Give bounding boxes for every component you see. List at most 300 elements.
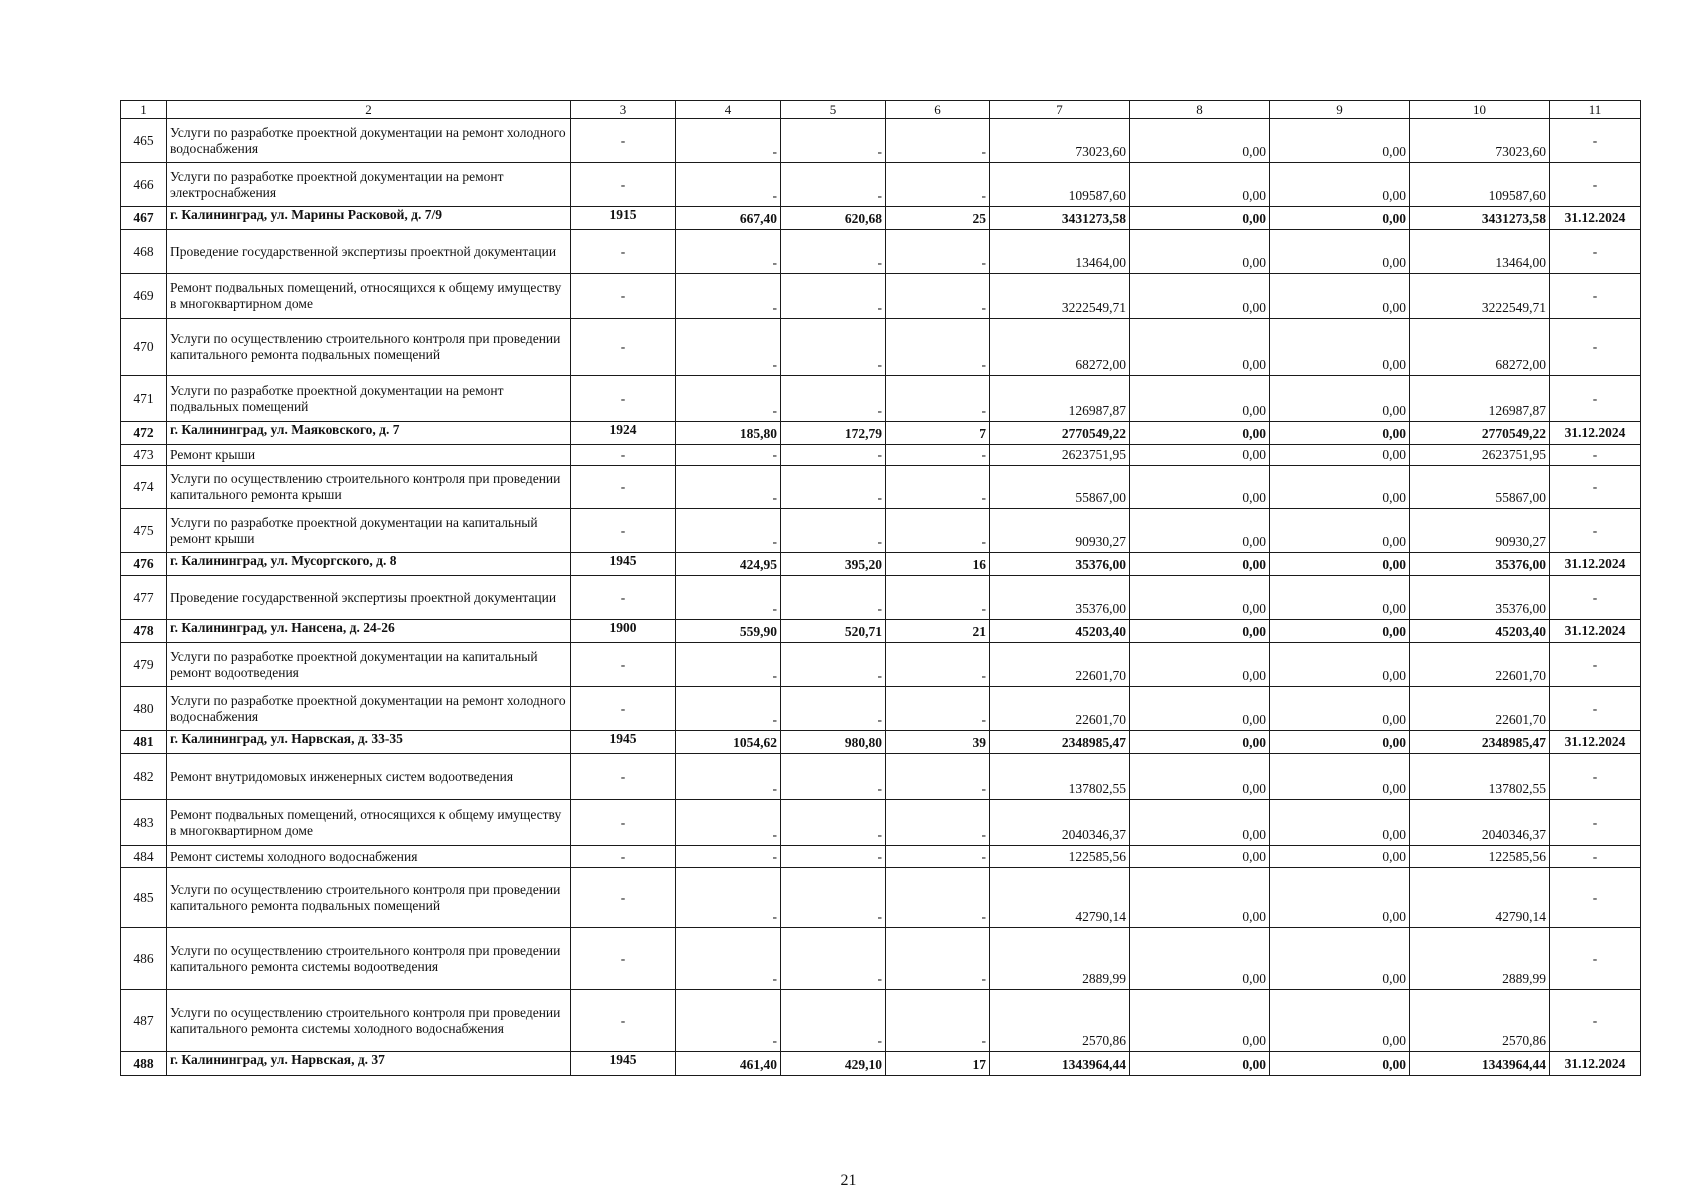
cell-living-area: - <box>781 928 886 990</box>
cell-cost-fund: 0,00 <box>1130 466 1270 509</box>
cell-year: - <box>571 846 676 868</box>
cell-cost-other: 2348985,47 <box>1410 731 1550 754</box>
cell-row-number: 480 <box>121 687 167 731</box>
cell-row-number: 482 <box>121 754 167 800</box>
cell-total-cost: 2040346,37 <box>990 800 1130 846</box>
cell-cost-other: 3431273,58 <box>1410 207 1550 230</box>
cell-total-cost: 3222549,71 <box>990 274 1130 319</box>
cell-living-area: - <box>781 445 886 466</box>
cell-living-area: - <box>781 466 886 509</box>
cell-completion-date: - <box>1550 445 1641 466</box>
cell-row-number: 469 <box>121 274 167 319</box>
work-item-row <box>121 800 1641 846</box>
cell-completion-date: - <box>1550 687 1641 731</box>
cell-completion-date: - <box>1550 846 1641 868</box>
cell-cost-other: 35376,00 <box>1410 553 1550 576</box>
cell-year: 1915 <box>571 207 676 230</box>
cell-description: Проведение государственной экспертизы проектной документации <box>167 576 571 620</box>
cell-description: Ремонт крыши <box>167 445 571 466</box>
cell-cost-other: 137802,55 <box>1410 754 1550 800</box>
cell-year: - <box>571 928 676 990</box>
cell-total-area: 559,90 <box>676 620 781 643</box>
cell-living-area: - <box>781 800 886 846</box>
cell-residents: - <box>886 509 990 553</box>
cell-description: Услуги по осуществлению строительного контроля при проведении капитального ремонта подвальных помещений <box>167 868 571 928</box>
cell-cost-other: 22601,70 <box>1410 643 1550 687</box>
cell-cost-fund: 0,00 <box>1130 207 1270 230</box>
cell-living-area: - <box>781 868 886 928</box>
cell-year: 1945 <box>571 553 676 576</box>
work-item-row <box>121 643 1641 687</box>
building-row <box>121 620 1641 643</box>
work-item-row <box>121 846 1641 868</box>
cell-cost-other: 2040346,37 <box>1410 800 1550 846</box>
cell-description: г. Калининград, ул. Нарвская, д. 37 <box>167 1052 571 1076</box>
cell-cost-owners: 0,00 <box>1270 576 1410 620</box>
cell-completion-date: 31.12.2024 <box>1550 1052 1641 1076</box>
cell-cost-owners: 0,00 <box>1270 846 1410 868</box>
cell-cost-fund: 0,00 <box>1130 119 1270 163</box>
cell-cost-fund: 0,00 <box>1130 163 1270 207</box>
cell-cost-other: 126987,87 <box>1410 376 1550 422</box>
cell-cost-fund: 0,00 <box>1130 731 1270 754</box>
building-row <box>121 207 1641 230</box>
cell-row-number: 466 <box>121 163 167 207</box>
cell-completion-date: 31.12.2024 <box>1550 422 1641 445</box>
cell-cost-owners: 0,00 <box>1270 990 1410 1052</box>
cell-row-number: 477 <box>121 576 167 620</box>
cell-total-area: - <box>676 274 781 319</box>
cell-total-area: - <box>676 576 781 620</box>
cell-row-number: 476 <box>121 553 167 576</box>
cell-total-cost: 35376,00 <box>990 576 1130 620</box>
header-cell: 11 <box>1550 101 1641 119</box>
cell-row-number: 487 <box>121 990 167 1052</box>
cell-cost-owners: 0,00 <box>1270 687 1410 731</box>
page-number: 21 <box>840 1172 857 1189</box>
cell-completion-date: - <box>1550 163 1641 207</box>
cell-row-number: 478 <box>121 620 167 643</box>
cell-cost-fund: 0,00 <box>1130 553 1270 576</box>
cell-total-area: - <box>676 990 781 1052</box>
cell-row-number: 486 <box>121 928 167 990</box>
cell-description: Ремонт внутридомовых инженерных систем водоотведения <box>167 754 571 800</box>
cell-cost-other: 1343964,44 <box>1410 1052 1550 1076</box>
cell-cost-owners: 0,00 <box>1270 553 1410 576</box>
cell-completion-date: - <box>1550 230 1641 274</box>
cell-completion-date: - <box>1550 928 1641 990</box>
cell-total-area: 185,80 <box>676 422 781 445</box>
cell-residents: - <box>886 754 990 800</box>
cell-residents: - <box>886 928 990 990</box>
cell-cost-owners: 0,00 <box>1270 163 1410 207</box>
cell-living-area: 980,80 <box>781 731 886 754</box>
cell-total-cost: 109587,60 <box>990 163 1130 207</box>
header-cell: 2 <box>167 101 571 119</box>
cell-year: 1924 <box>571 422 676 445</box>
cell-description: Услуги по разработке проектной документации на ремонт подвальных помещений <box>167 376 571 422</box>
cell-residents: - <box>886 687 990 731</box>
cell-total-cost: 122585,56 <box>990 846 1130 868</box>
cell-description: Услуги по разработке проектной документации на ремонт холодного водоснабжения <box>167 119 571 163</box>
cell-residents: - <box>886 576 990 620</box>
cell-total-area: 461,40 <box>676 1052 781 1076</box>
cell-total-cost: 68272,00 <box>990 319 1130 376</box>
cell-total-cost: 73023,60 <box>990 119 1130 163</box>
cell-description: г. Калининград, ул. Марины Расковой, д. 7/9 <box>167 207 571 230</box>
cell-year: - <box>571 319 676 376</box>
work-item-row <box>121 445 1641 466</box>
cell-cost-fund: 0,00 <box>1130 846 1270 868</box>
cell-total-cost: 90930,27 <box>990 509 1130 553</box>
building-row <box>121 1052 1641 1076</box>
cell-residents: 7 <box>886 422 990 445</box>
header-cell: 6 <box>886 101 990 119</box>
cell-residents: - <box>886 319 990 376</box>
cell-total-area: - <box>676 868 781 928</box>
cell-cost-owners: 0,00 <box>1270 754 1410 800</box>
cell-total-cost: 42790,14 <box>990 868 1130 928</box>
cell-total-cost: 2348985,47 <box>990 731 1130 754</box>
cell-total-cost: 2770549,22 <box>990 422 1130 445</box>
cell-cost-owners: 0,00 <box>1270 731 1410 754</box>
cell-living-area: - <box>781 230 886 274</box>
work-item-row <box>121 319 1641 376</box>
cell-description: Ремонт подвальных помещений, относящихся к общему имуществу в многоквартирном доме <box>167 800 571 846</box>
cell-cost-fund: 0,00 <box>1130 445 1270 466</box>
cell-total-area: - <box>676 119 781 163</box>
header-cell: 5 <box>781 101 886 119</box>
header-cell: 3 <box>571 101 676 119</box>
cell-completion-date: - <box>1550 754 1641 800</box>
cell-completion-date: 31.12.2024 <box>1550 731 1641 754</box>
cell-completion-date: 31.12.2024 <box>1550 207 1641 230</box>
cell-description: Услуги по осуществлению строительного контроля при проведении капитального ремонта подвальных помещений <box>167 319 571 376</box>
cell-cost-fund: 0,00 <box>1130 509 1270 553</box>
cell-residents: - <box>886 990 990 1052</box>
cell-year: - <box>571 576 676 620</box>
cell-completion-date: - <box>1550 274 1641 319</box>
cell-year: - <box>571 230 676 274</box>
cell-row-number: 484 <box>121 846 167 868</box>
cell-description: Услуги по разработке проектной документации на ремонт электроснабжения <box>167 163 571 207</box>
header-cell: 1 <box>121 101 167 119</box>
cell-completion-date: - <box>1550 509 1641 553</box>
cell-cost-fund: 0,00 <box>1130 376 1270 422</box>
cell-total-cost: 2889,99 <box>990 928 1130 990</box>
cell-total-area: - <box>676 846 781 868</box>
work-item-row <box>121 990 1641 1052</box>
cell-living-area: - <box>781 119 886 163</box>
cell-year: - <box>571 800 676 846</box>
cell-cost-fund: 0,00 <box>1130 643 1270 687</box>
cell-description: Услуги по осуществлению строительного контроля при проведении капитального ремонта крыши <box>167 466 571 509</box>
cell-year: - <box>571 376 676 422</box>
cell-year: 1900 <box>571 620 676 643</box>
cell-total-cost: 3431273,58 <box>990 207 1130 230</box>
table-header-row <box>121 101 1641 119</box>
cell-row-number: 468 <box>121 230 167 274</box>
cell-residents: - <box>886 800 990 846</box>
cell-cost-other: 2889,99 <box>1410 928 1550 990</box>
cell-cost-fund: 0,00 <box>1130 230 1270 274</box>
header-cell: 10 <box>1410 101 1550 119</box>
cell-total-cost: 45203,40 <box>990 620 1130 643</box>
cell-cost-owners: 0,00 <box>1270 643 1410 687</box>
cell-total-cost: 55867,00 <box>990 466 1130 509</box>
cell-cost-owners: 0,00 <box>1270 928 1410 990</box>
cell-row-number: 485 <box>121 868 167 928</box>
cell-living-area: - <box>781 687 886 731</box>
work-item-row <box>121 230 1641 274</box>
cell-completion-date: - <box>1550 990 1641 1052</box>
cell-residents: - <box>886 274 990 319</box>
cell-cost-fund: 0,00 <box>1130 800 1270 846</box>
cell-cost-other: 2623751,95 <box>1410 445 1550 466</box>
cell-completion-date: - <box>1550 376 1641 422</box>
cell-cost-fund: 0,00 <box>1130 422 1270 445</box>
cell-cost-owners: 0,00 <box>1270 119 1410 163</box>
cell-description: Ремонт подвальных помещений, относящихся к общему имуществу в многоквартирном доме <box>167 274 571 319</box>
cell-description: г. Калининград, ул. Мусоргского, д. 8 <box>167 553 571 576</box>
cell-cost-other: 35376,00 <box>1410 576 1550 620</box>
cell-cost-owners: 0,00 <box>1270 1052 1410 1076</box>
cell-cost-other: 90930,27 <box>1410 509 1550 553</box>
cell-living-area: 520,71 <box>781 620 886 643</box>
cell-residents: - <box>886 163 990 207</box>
cell-year: - <box>571 119 676 163</box>
cell-residents: 17 <box>886 1052 990 1076</box>
cell-completion-date: 31.12.2024 <box>1550 620 1641 643</box>
cell-row-number: 475 <box>121 509 167 553</box>
cell-cost-other: 55867,00 <box>1410 466 1550 509</box>
work-item-row <box>121 928 1641 990</box>
cell-residents: - <box>886 466 990 509</box>
cell-living-area: - <box>781 163 886 207</box>
cell-cost-owners: 0,00 <box>1270 207 1410 230</box>
work-item-row <box>121 274 1641 319</box>
cell-residents: 21 <box>886 620 990 643</box>
work-item-row <box>121 868 1641 928</box>
cell-cost-fund: 0,00 <box>1130 319 1270 376</box>
cell-total-area: - <box>676 319 781 376</box>
cell-residents: - <box>886 445 990 466</box>
cell-cost-owners: 0,00 <box>1270 376 1410 422</box>
work-item-row <box>121 466 1641 509</box>
cell-row-number: 483 <box>121 800 167 846</box>
cell-cost-fund: 0,00 <box>1130 928 1270 990</box>
cell-description: г. Калининград, ул. Маяковского, д. 7 <box>167 422 571 445</box>
cell-living-area: - <box>781 643 886 687</box>
cell-cost-owners: 0,00 <box>1270 868 1410 928</box>
cell-year: - <box>571 466 676 509</box>
cell-cost-other: 109587,60 <box>1410 163 1550 207</box>
cell-row-number: 470 <box>121 319 167 376</box>
cell-completion-date: - <box>1550 466 1641 509</box>
table-body <box>121 101 1641 1076</box>
cell-description: Услуги по разработке проектной документации на капитальный ремонт водоотведения <box>167 643 571 687</box>
cell-living-area: - <box>781 576 886 620</box>
cell-description: г. Калининград, ул. Нансена, д. 24-26 <box>167 620 571 643</box>
work-item-row <box>121 376 1641 422</box>
cell-cost-owners: 0,00 <box>1270 274 1410 319</box>
cell-total-area: 667,40 <box>676 207 781 230</box>
cell-description: Ремонт системы холодного водоснабжения <box>167 846 571 868</box>
cell-total-cost: 22601,70 <box>990 687 1130 731</box>
cell-total-area: - <box>676 509 781 553</box>
cell-residents: - <box>886 119 990 163</box>
cell-year: 1945 <box>571 1052 676 1076</box>
cell-row-number: 473 <box>121 445 167 466</box>
building-row <box>121 422 1641 445</box>
cell-completion-date: - <box>1550 800 1641 846</box>
cell-cost-fund: 0,00 <box>1130 990 1270 1052</box>
cell-total-cost: 22601,70 <box>990 643 1130 687</box>
cell-total-area: - <box>676 754 781 800</box>
cell-total-cost: 2623751,95 <box>990 445 1130 466</box>
cell-living-area: - <box>781 990 886 1052</box>
building-row <box>121 553 1641 576</box>
cell-total-cost: 2570,86 <box>990 990 1130 1052</box>
cell-total-area: - <box>676 687 781 731</box>
cell-row-number: 471 <box>121 376 167 422</box>
cell-row-number: 465 <box>121 119 167 163</box>
cell-year: - <box>571 509 676 553</box>
cell-total-area: - <box>676 163 781 207</box>
cell-cost-owners: 0,00 <box>1270 466 1410 509</box>
work-item-row <box>121 163 1641 207</box>
cell-row-number: 467 <box>121 207 167 230</box>
cell-living-area: 172,79 <box>781 422 886 445</box>
cell-completion-date: - <box>1550 643 1641 687</box>
cell-cost-owners: 0,00 <box>1270 800 1410 846</box>
cell-residents: - <box>886 868 990 928</box>
cell-total-area: - <box>676 466 781 509</box>
cell-cost-other: 13464,00 <box>1410 230 1550 274</box>
cell-living-area: - <box>781 509 886 553</box>
cell-row-number: 479 <box>121 643 167 687</box>
building-row <box>121 731 1641 754</box>
work-item-row <box>121 119 1641 163</box>
cell-total-area: 1054,62 <box>676 731 781 754</box>
cell-cost-owners: 0,00 <box>1270 620 1410 643</box>
cell-cost-other: 45203,40 <box>1410 620 1550 643</box>
cell-year: - <box>571 868 676 928</box>
cell-description: Услуги по разработке проектной документации на ремонт холодного водоснабжения <box>167 687 571 731</box>
cell-living-area: 620,68 <box>781 207 886 230</box>
cell-cost-owners: 0,00 <box>1270 445 1410 466</box>
cell-residents: - <box>886 846 990 868</box>
cell-completion-date: - <box>1550 119 1641 163</box>
cell-residents: - <box>886 643 990 687</box>
cell-total-cost: 137802,55 <box>990 754 1130 800</box>
cell-cost-owners: 0,00 <box>1270 319 1410 376</box>
cell-year: - <box>571 445 676 466</box>
cell-residents: 16 <box>886 553 990 576</box>
cell-cost-other: 22601,70 <box>1410 687 1550 731</box>
cell-row-number: 481 <box>121 731 167 754</box>
work-item-row <box>121 576 1641 620</box>
cell-living-area: - <box>781 274 886 319</box>
cell-total-area: - <box>676 800 781 846</box>
cell-year: - <box>571 274 676 319</box>
work-item-row <box>121 509 1641 553</box>
cell-total-area: - <box>676 230 781 274</box>
work-item-row <box>121 754 1641 800</box>
cell-year: - <box>571 754 676 800</box>
cell-living-area: 429,10 <box>781 1052 886 1076</box>
header-cell: 8 <box>1130 101 1270 119</box>
cell-cost-other: 3222549,71 <box>1410 274 1550 319</box>
cell-year: - <box>571 687 676 731</box>
repair-program-table <box>120 100 1641 1076</box>
cell-description: Услуги по осуществлению строительного контроля при проведении капитального ремонта системы холодного водоснабжения <box>167 990 571 1052</box>
header-cell: 4 <box>676 101 781 119</box>
cell-cost-fund: 0,00 <box>1130 687 1270 731</box>
cell-description: Услуги по осуществлению строительного контроля при проведении капитального ремонта системы водоотведения <box>167 928 571 990</box>
cell-year: - <box>571 643 676 687</box>
cell-cost-other: 2570,86 <box>1410 990 1550 1052</box>
cell-residents: 25 <box>886 207 990 230</box>
cell-completion-date: - <box>1550 868 1641 928</box>
cell-completion-date: 31.12.2024 <box>1550 553 1641 576</box>
cell-residents: 39 <box>886 731 990 754</box>
cell-total-cost: 13464,00 <box>990 230 1130 274</box>
document-table-container <box>120 100 1640 1076</box>
cell-residents: - <box>886 230 990 274</box>
cell-description: Услуги по разработке проектной документации на капитальный ремонт крыши <box>167 509 571 553</box>
cell-living-area: - <box>781 754 886 800</box>
cell-cost-owners: 0,00 <box>1270 230 1410 274</box>
cell-description: г. Калининград, ул. Нарвская, д. 33-35 <box>167 731 571 754</box>
cell-total-area: - <box>676 643 781 687</box>
cell-row-number: 488 <box>121 1052 167 1076</box>
cell-living-area: - <box>781 319 886 376</box>
cell-cost-fund: 0,00 <box>1130 754 1270 800</box>
cell-row-number: 472 <box>121 422 167 445</box>
header-cell: 9 <box>1270 101 1410 119</box>
cell-cost-fund: 0,00 <box>1130 274 1270 319</box>
cell-cost-other: 73023,60 <box>1410 119 1550 163</box>
cell-year: - <box>571 163 676 207</box>
cell-total-area: - <box>676 376 781 422</box>
cell-cost-other: 122585,56 <box>1410 846 1550 868</box>
header-cell: 7 <box>990 101 1130 119</box>
cell-year: - <box>571 990 676 1052</box>
cell-completion-date: - <box>1550 576 1641 620</box>
cell-total-cost: 35376,00 <box>990 553 1130 576</box>
cell-cost-other: 42790,14 <box>1410 868 1550 928</box>
work-item-row <box>121 687 1641 731</box>
cell-living-area: - <box>781 376 886 422</box>
cell-row-number: 474 <box>121 466 167 509</box>
cell-residents: - <box>886 376 990 422</box>
cell-total-area: - <box>676 928 781 990</box>
cell-cost-fund: 0,00 <box>1130 576 1270 620</box>
cell-total-cost: 1343964,44 <box>990 1052 1130 1076</box>
cell-cost-other: 2770549,22 <box>1410 422 1550 445</box>
cell-total-area: - <box>676 445 781 466</box>
cell-description: Проведение государственной экспертизы проектной документации <box>167 230 571 274</box>
cell-year: 1945 <box>571 731 676 754</box>
cell-total-cost: 126987,87 <box>990 376 1130 422</box>
cell-cost-fund: 0,00 <box>1130 620 1270 643</box>
cell-living-area: 395,20 <box>781 553 886 576</box>
cell-cost-owners: 0,00 <box>1270 509 1410 553</box>
cell-cost-other: 68272,00 <box>1410 319 1550 376</box>
cell-total-area: 424,95 <box>676 553 781 576</box>
cell-cost-fund: 0,00 <box>1130 868 1270 928</box>
